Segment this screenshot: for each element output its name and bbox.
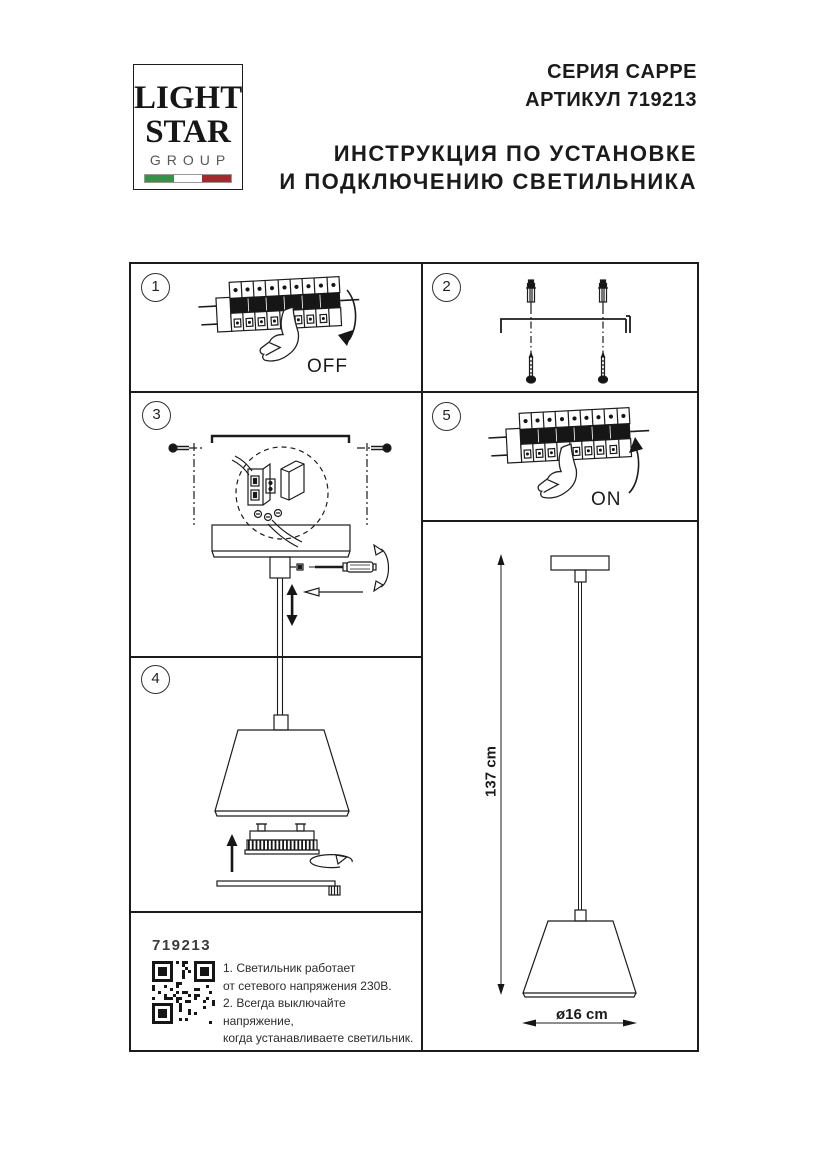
note-line-4: когда устанавливаете светильник.: [223, 1031, 414, 1045]
diameter-dimension-label: ø16 cm: [556, 1006, 608, 1023]
step-number-3: 3: [142, 401, 171, 430]
breaker-on-illustration: [423, 393, 697, 520]
suspension-cord: [579, 582, 582, 910]
side-screw-right-icon: [371, 444, 391, 452]
panel-step2-anchors: [423, 264, 697, 391]
instruction-panels-grid: [129, 262, 699, 1052]
led-module-icon: [245, 824, 319, 854]
height-dimension-label: 137 cm: [482, 746, 500, 797]
lamp-shade: [215, 730, 349, 811]
qr-code: [152, 961, 215, 1024]
series-line: СЕРИЯ CAPPE: [547, 61, 697, 83]
canopy-stem: [270, 557, 290, 578]
panel-step3-canopy-mounting: [131, 393, 421, 656]
ceiling-plate: [551, 556, 609, 570]
cord-grip: [274, 715, 288, 730]
panel-dimensions: [423, 522, 697, 1050]
off-label: OFF: [307, 356, 348, 377]
safety-notes: [223, 960, 418, 1048]
mounting-bracket-icon: [501, 316, 630, 333]
lightstar-logo: [133, 64, 243, 190]
logo-text-star: STAR: [145, 114, 231, 150]
canopy-mounting-illustration: [131, 393, 421, 656]
awl-icon: [305, 588, 363, 596]
height-adjust-arrow-icon: [287, 584, 298, 626]
circuit-breaker-icon: [197, 276, 360, 333]
article-number: 719213: [152, 937, 212, 954]
note-line-2: от сетевого напряжения 230В.: [223, 978, 392, 993]
on-label: ON: [591, 489, 622, 510]
shade-assembly-illustration: [131, 658, 421, 911]
panel-step4-shade-assembly: [131, 658, 421, 911]
cord-grip: [575, 910, 586, 921]
insert-up-arrow-icon: [227, 834, 238, 872]
anchor-screw-right-icon: [598, 280, 608, 383]
panel-step5-power-on: [423, 393, 697, 520]
step-number-5: 5: [432, 402, 461, 431]
panel-footer-info: [131, 913, 421, 1050]
article-line: АРТИКУЛ 719213: [525, 89, 697, 111]
suspension-cord: [278, 658, 283, 715]
step-number-1: 1: [141, 273, 170, 302]
twist-arrow-icon: [310, 855, 352, 868]
logo-text-light: LIGHT: [134, 80, 243, 116]
screwdriver-icon: [309, 562, 376, 572]
ceiling-bar: [212, 436, 349, 443]
suspension-cord: [278, 578, 283, 656]
breaker-off-illustration: [131, 264, 421, 391]
step-number-2: 2: [432, 273, 461, 302]
anchor-screw-left-icon: [526, 280, 536, 383]
lamp-shade: [523, 921, 636, 993]
note-line-3: 2. Всегда выключайте напряжение,: [223, 996, 346, 1028]
italian-flag-icon: [144, 174, 232, 183]
diffuser-plate-icon: [217, 881, 340, 895]
bracket-anchors-illustration: [423, 264, 697, 391]
panel-step1-power-off: [131, 264, 421, 391]
instruction-title-line2: И ПОДКЛЮЧЕНИЮ СВЕТИЛЬНИКА: [279, 169, 697, 194]
side-screw-left-icon: [169, 444, 189, 452]
document-title-block: [279, 58, 697, 196]
pendant-dimensions-illustration: [423, 522, 697, 1050]
logo-text-group: GROUP: [149, 152, 232, 168]
instruction-title-line1: ИНСТРУКЦИЯ ПО УСТАНОВКЕ: [333, 141, 697, 166]
note-line-1: 1. Светильник работает: [223, 961, 356, 975]
step-number-4: 4: [141, 665, 170, 694]
